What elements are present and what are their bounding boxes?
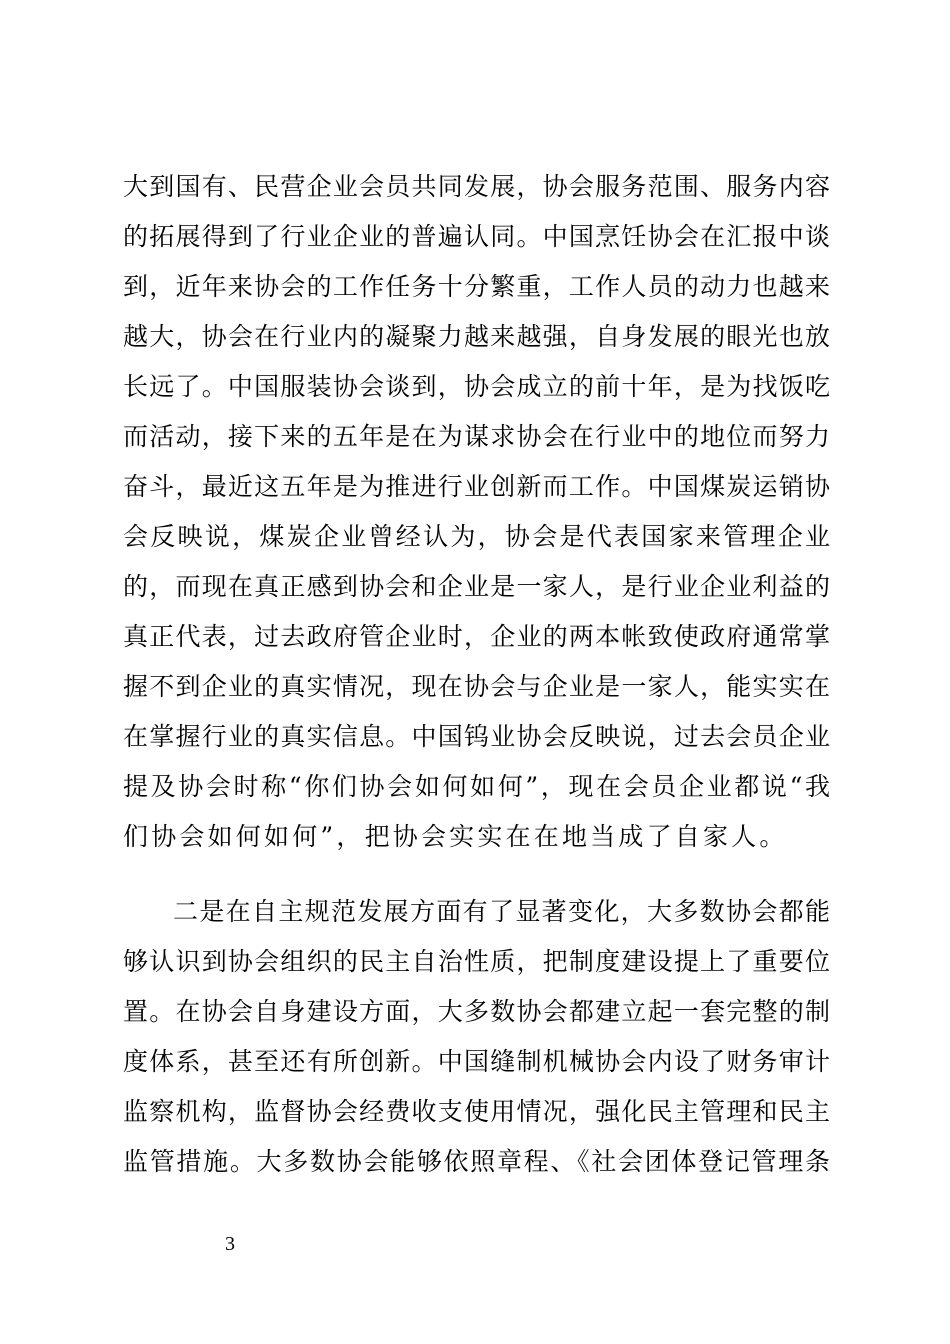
text-line: 大到国有、民营企业会员共同发展，协会服务范围、服务内容 xyxy=(123,172,830,201)
text-line: 真正代表，过去政府管企业时，企业的两本帐致使政府通常掌 xyxy=(123,622,830,651)
text-line: 监察机构，监督协会经费收支使用情况，强化民主管理和民主 xyxy=(123,1097,830,1126)
text-line: 度体系，甚至还有所创新。中国缝制机械协会内设了财务审计 xyxy=(123,1047,830,1076)
text-line: 监管措施。大多数协会能够依照章程、《社会团体登记管理条 xyxy=(123,1147,830,1176)
text-line: 会反映说，煤炭企业曾经认为，协会是代表国家来管理企业 xyxy=(123,522,830,551)
text-line: 而活动，接下来的五年是在为谋求协会在行业中的地位而努力 xyxy=(123,422,830,451)
text-line: 到，近年来协会的工作任务十分繁重，工作人员的动力也越来 xyxy=(123,272,830,301)
text-line: 二是在自主规范发展方面有了显著变化，大多数协会都能 xyxy=(173,897,830,926)
text-line: 在掌握行业的真实信息。中国钨业协会反映说，过去会员企业 xyxy=(123,722,830,751)
text-line: 置。在协会自身建设方面，大多数协会都建立起一套完整的制 xyxy=(123,997,830,1026)
text-line: 的拓展得到了行业企业的普遍认同。中国烹饪协会在汇报中谈 xyxy=(123,222,830,251)
text-line: 越大，协会在行业内的凝聚力越来越强，自身发展的眼光也放 xyxy=(123,322,830,351)
text-line: 长远了。中国服装协会谈到，协会成立的前十年，是为找饭吃 xyxy=(123,372,830,401)
text-line: 们协会如何如何”，把协会实实在在地当成了自家人。 xyxy=(123,822,788,851)
text-line: 够认识到协会组织的民主自治性质，把制度建设提上了重要位 xyxy=(123,947,830,976)
text-line: 的，而现在真正感到协会和企业是一家人，是行业企业利益的 xyxy=(123,572,830,601)
text-line: 奋斗，最近这五年是为推进行业创新而工作。中国煤炭运销协 xyxy=(123,472,830,501)
page-number: 3 xyxy=(225,1233,235,1255)
text-line: 握不到企业的真实情况，现在协会与企业是一家人，能实实在 xyxy=(123,672,830,701)
text-line: 提及协会时称“你们协会如何如何”，现在会员企业都说“我 xyxy=(123,772,830,801)
